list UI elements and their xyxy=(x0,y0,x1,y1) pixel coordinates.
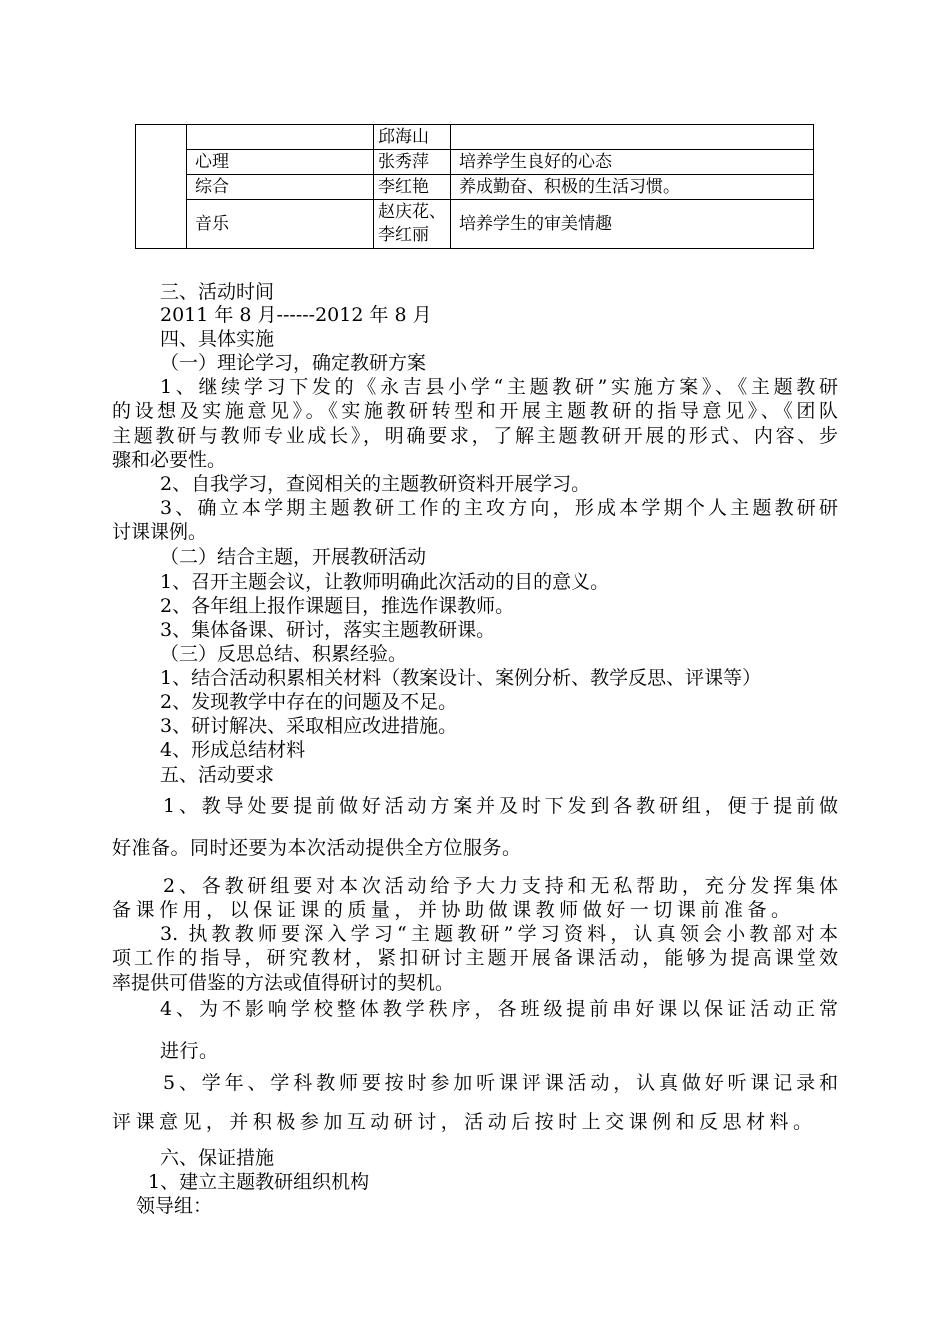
subject-table xyxy=(135,124,814,249)
paragraph-line: 好准备。同时还要为本次活动提供全方位服务。 xyxy=(112,837,522,859)
table-cell-teacher: 张秀萍 xyxy=(374,150,451,175)
paragraph-line: 1、建立主题教研组织机构 xyxy=(148,1171,370,1193)
paragraph-line: 5、学年、学科教师要按时参加听课评课活动，认真做好听课记录和 xyxy=(163,1072,838,1094)
paragraph-line: 4、形成总结材料 xyxy=(160,739,306,761)
paragraph-line: 1、教导处要提前做好活动方案并及时下发到各教研组，便于提前做 xyxy=(163,795,838,817)
teacher-name-line: 李红丽 xyxy=(378,225,429,245)
paragraph-line: 领导组： xyxy=(136,1195,213,1217)
table-cell-goal: 培养学生良好的心态 xyxy=(451,150,814,175)
table-cell-subject: 综合 xyxy=(187,175,374,200)
paragraph-line: 2、各年组上报作课题目，推选作课教师。 xyxy=(160,595,515,617)
paragraph-line: 评课意见，并积极参加互动研讨，活动后按时上交课例和反思材料。 xyxy=(112,1111,812,1133)
subsection-heading: （二）结合主题，开展教研活动 xyxy=(160,546,427,568)
activity-time: 2011 年 8 月------2012 年 8 月 xyxy=(160,304,432,326)
table-row xyxy=(136,125,814,150)
section-heading: 五、活动要求 xyxy=(160,764,275,786)
paragraph-line: 1、召开主题会议，让教师明确此次活动的目的意义。 xyxy=(160,571,610,593)
table-row xyxy=(136,175,814,200)
table-cell-goal: 养成勤奋、积极的生活习惯。 xyxy=(451,175,814,200)
paragraph-line: 2、自我学习，查阅相关的主题教研资料开展学习。 xyxy=(160,473,591,495)
paragraph-line: 1、结合活动积累相关材料（教案设计、案例分析、教学反思、评课等） xyxy=(160,667,762,689)
paragraph-line: 进行。 xyxy=(160,1040,219,1062)
paragraph-line: 项工作的指导，研究教材，紧扣研讨主题开展备课活动，能够为提高课堂效 xyxy=(112,947,838,969)
table-cell-teacher: 邱海山 xyxy=(374,125,451,150)
paragraph-line: 讨课课例。 xyxy=(112,521,208,543)
paragraph-line: 骤和必要性。 xyxy=(112,449,227,471)
paragraph-line: 主题教研与教师专业成长》，明确要求，了解主题教研开展的形式、内容、步 xyxy=(112,425,838,447)
table-row xyxy=(136,200,814,249)
paragraph-line: 3、集体备课、研讨，落实主题教研课。 xyxy=(160,619,496,641)
paragraph-line: 1、继续学习下发的《永吉县小学“主题教研”实施方案》、《主题教研 xyxy=(160,376,838,398)
section-heading: 三、活动时间 xyxy=(160,281,275,303)
table-cell-subject: 心理 xyxy=(187,150,374,175)
table-cell-teacher xyxy=(374,200,451,249)
paragraph-line: 备课作用，以保证课的质量，并协助做课教师做好一切课前准备。 xyxy=(112,899,790,921)
paragraph-line: 3、确立本学期主题教研工作的主攻方向，形成本学期个人主题教研研 xyxy=(160,497,838,519)
paragraph-line: 3、研讨解决、采取相应改进措施。 xyxy=(160,715,458,737)
paragraph-line: 4、为不影响学校整体教学秩序，各班级提前串好课以保证活动正常 xyxy=(160,998,838,1020)
section-heading: 六、保证措施 xyxy=(160,1147,275,1169)
table-cell-subject xyxy=(187,125,374,150)
paragraph-line: 2、发现教学中存在的问题及不足。 xyxy=(160,691,458,713)
subsection-heading: （一）理论学习，确定教研方案 xyxy=(160,352,427,374)
table-cell-merged xyxy=(136,125,187,249)
table-row xyxy=(136,150,814,175)
section-heading: 四、具体实施 xyxy=(160,328,275,350)
table-cell-subject: 音乐 xyxy=(187,200,374,249)
paragraph-line: 2、各教研组要对本次活动给予大力支持和无私帮助，充分发挥集体 xyxy=(163,875,838,897)
table-cell-goal xyxy=(451,125,814,150)
table-cell-goal: 培养学生的审美情趣 xyxy=(451,200,814,249)
subsection-heading: （三）反思总结、积累经验。 xyxy=(160,643,408,665)
teacher-name-line: 赵庆花、 xyxy=(378,202,446,222)
paragraph-line: 3. 执教教师要深入学习“主题教研”学习资料，认真领会小教部对本 xyxy=(160,923,838,945)
paragraph-line: 率提供可借鉴的方法或值得研讨的契机。 xyxy=(112,972,455,994)
table-cell-teacher: 李红艳 xyxy=(374,175,451,200)
paragraph-line: 的设想及实施意见》。《实施教研转型和开展主题教研的指导意见》、《团队 xyxy=(112,400,838,422)
